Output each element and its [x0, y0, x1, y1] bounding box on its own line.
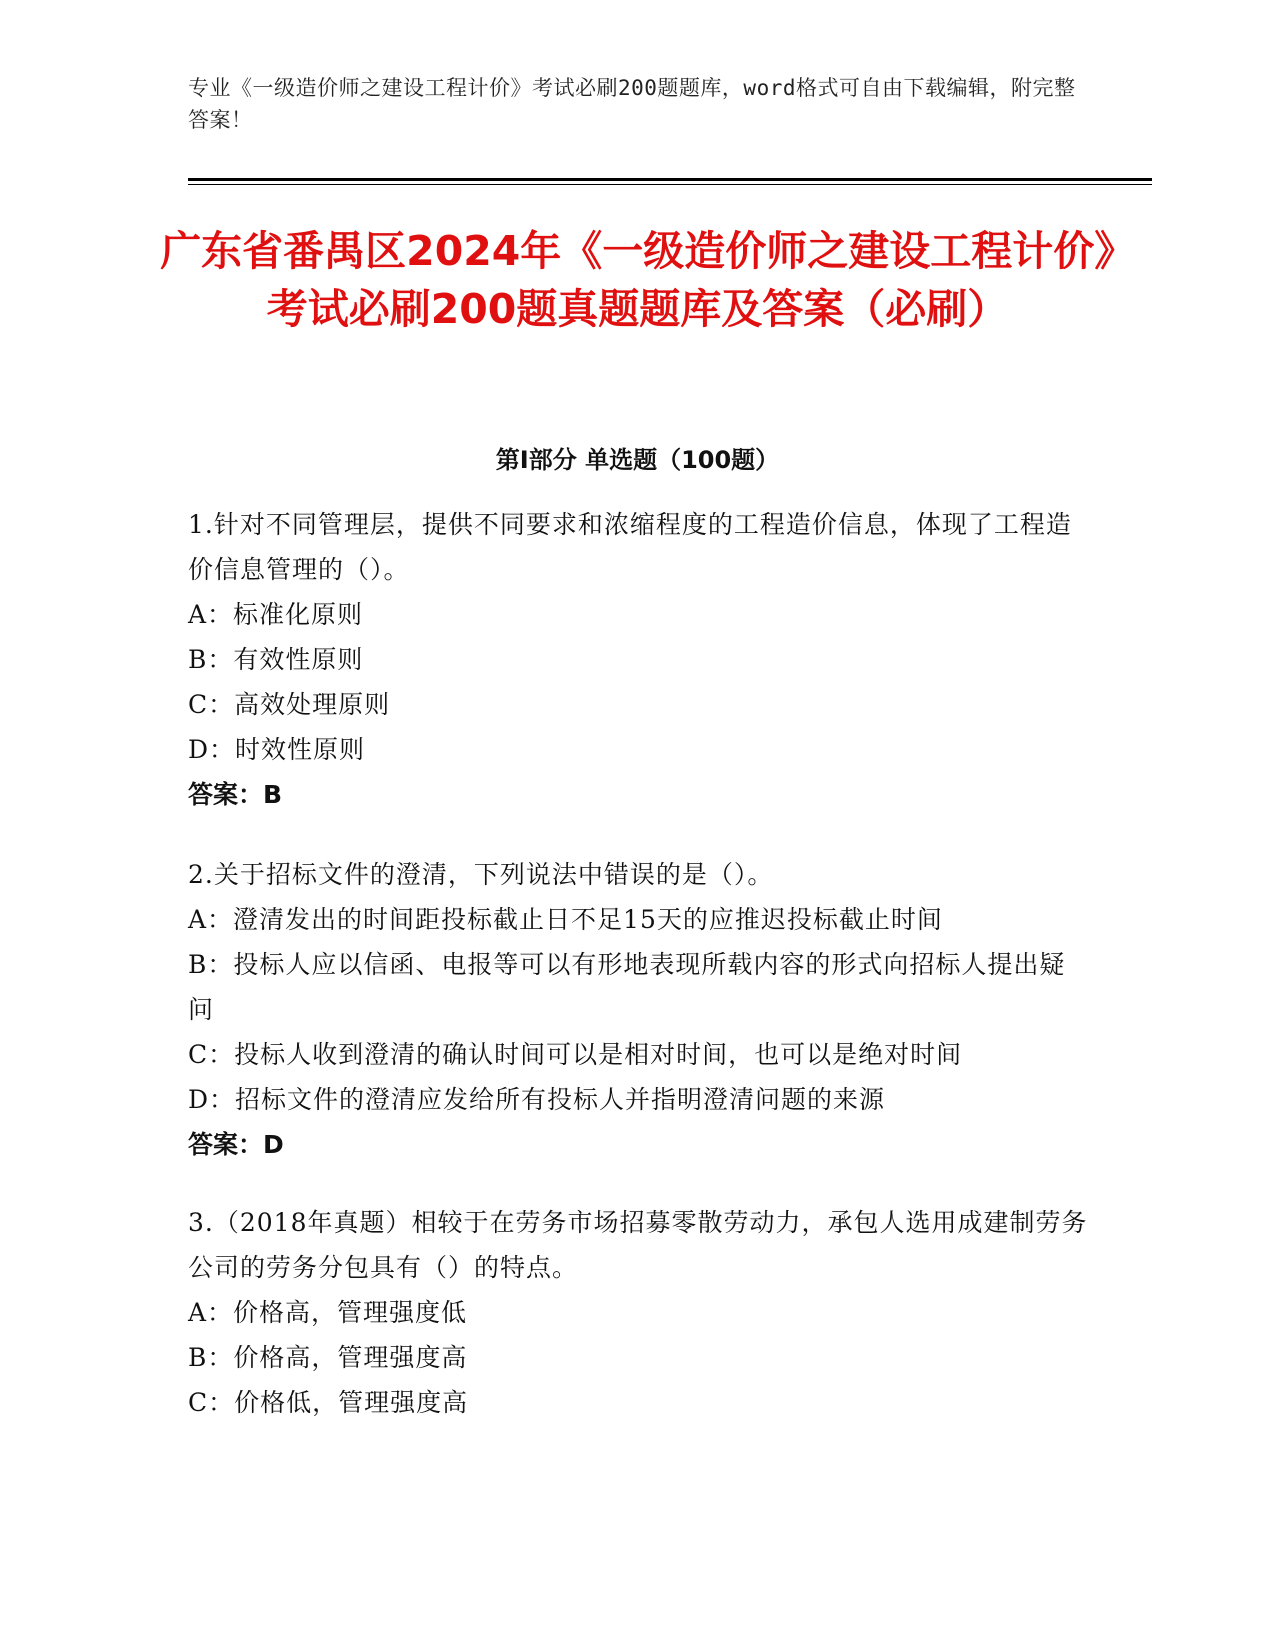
- question-stem: 2.关于招标文件的澄清，下列说法中错误的是（）。: [188, 860, 774, 889]
- option-b: B：价格高，管理强度高: [188, 1343, 468, 1372]
- header-divider-thin: [188, 184, 1152, 185]
- option-d: D：招标文件的澄清应发给所有投标人并指明澄清问题的来源: [188, 1085, 886, 1114]
- option-d: D：时效性原则: [188, 735, 366, 764]
- answer: 答案：D: [188, 1130, 284, 1159]
- question-1: [188, 502, 1088, 817]
- question-stem: 1.针对不同管理层，提供不同要求和浓缩程度的工程造价信息，体现了工程造价信息管理的（）。: [188, 510, 1072, 584]
- answer: 答案：B: [188, 780, 283, 809]
- document-title: 广东省番禺区2024年《一级造价师之建设工程计价》考试必刷200题真题题库及答案（必刷）: [160, 227, 1115, 333]
- question-2: [188, 852, 1088, 1167]
- section-heading: 第Ⅰ部分 单选题（100题）: [495, 446, 780, 474]
- option-c: C：高效处理原则: [188, 690, 391, 719]
- header-divider-thick: [188, 178, 1152, 181]
- option-a: A：澄清发出的时间距投标截止日不足15天的应推迟投标截止时间: [188, 905, 943, 934]
- question-stem: 3.（2018年真题）相较于在劳务市场招募零散劳动力，承包人选用成建制劳务公司的劳务分包具有（）的特点。: [188, 1208, 1088, 1282]
- option-a: A：标准化原则: [188, 600, 364, 629]
- option-c: C：投标人收到澄清的确认时间可以是相对时间，也可以是绝对时间: [188, 1040, 963, 1069]
- option-c: C：价格低，管理强度高: [188, 1388, 469, 1417]
- option-a: A：价格高，管理强度低: [188, 1298, 468, 1327]
- question-3: [188, 1200, 1088, 1425]
- option-b: B：投标人应以信函、电报等可以有形地表现所载内容的形式向招标人提出疑问: [188, 950, 1066, 1024]
- option-b: B：有效性原则: [188, 645, 364, 674]
- header-note: 专业《一级造价师之建设工程计价》考试必刷200题题库，word格式可自由下载编辑，附完整答案！: [188, 76, 1076, 132]
